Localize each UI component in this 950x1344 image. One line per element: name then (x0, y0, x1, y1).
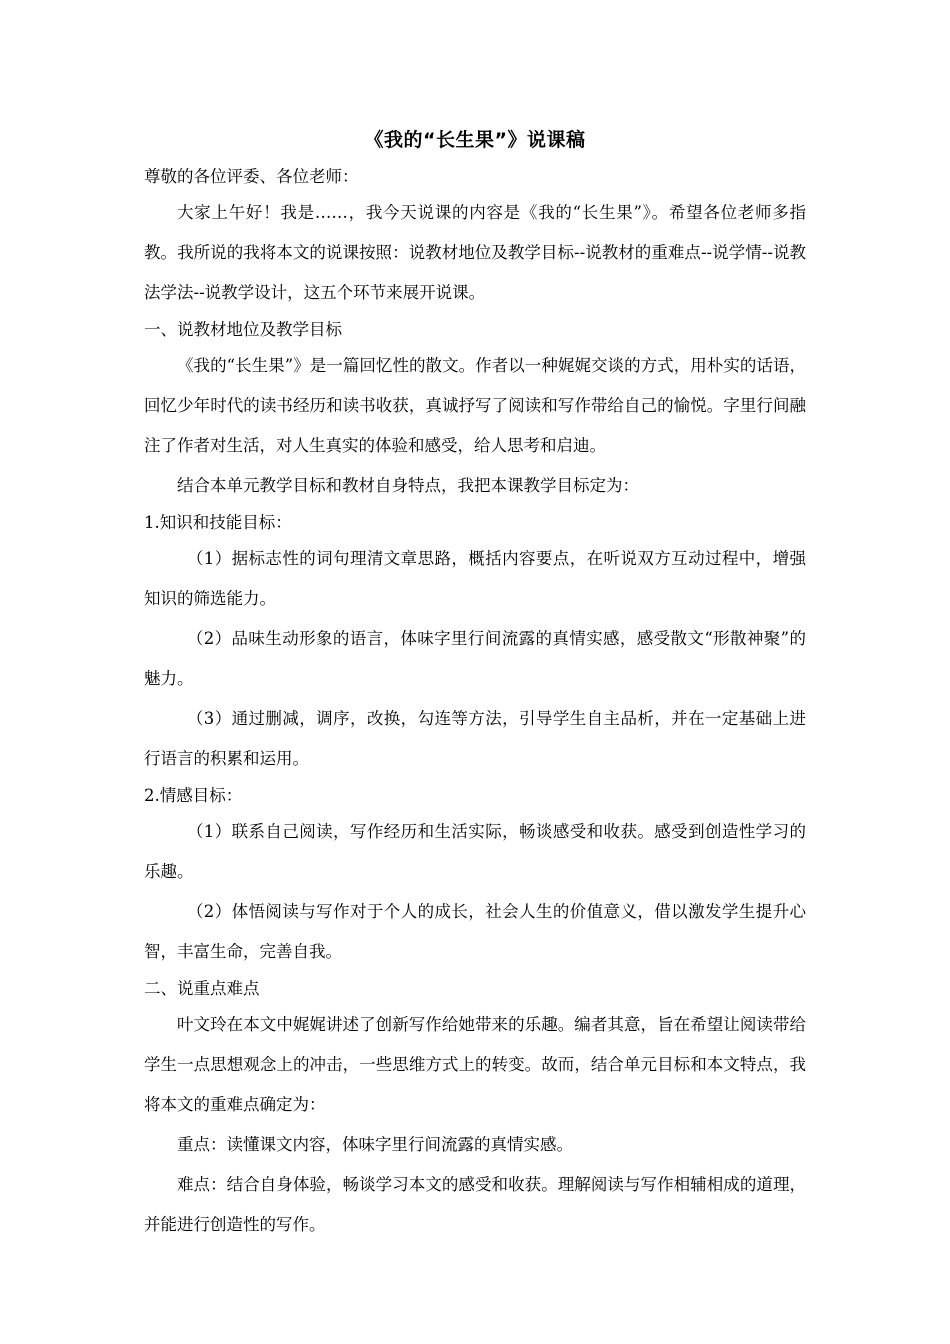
goal2-item: （1）联系自己阅读，写作经历和生活实际，畅谈感受和收获。感受到创造性学习的乐趣。 (144, 822, 806, 881)
goal1-item: （3）通过删减，调序，改换，勾连等方法，引导学生自主品析，并在一定基础上进行语言的积累和运用。 (144, 709, 806, 768)
goal2-item: （2）体悟阅读与写作对于个人的成长，社会人生的价值意义，借以激发学生提升心智，丰富生命，完善自我。 (144, 902, 806, 961)
document-title: 《我的“长生果”》说课稿 (364, 129, 586, 151)
difficult-point: 难点：结合自身体验，畅谈学习本文的感受和收获。理解阅读与写作相辅相成的道理，并能进行创造性的写作。 (144, 1175, 806, 1234)
section1-paragraph-1: 《我的“长生果”》是一篇回忆性的散文。作者以一种娓娓交谈的方式，用朴实的话语，回忆少年时代的读书经历和读书收获，真诚抒写了阅读和写作带给自己的愉悦。字里行间融注了作者对生活，对人生真实的体验和感受，给人思考和启迪。 (144, 356, 806, 455)
key-point: 重点：读懂课文内容，体味字里行间流露的真情实感。 (177, 1135, 573, 1154)
section-heading-2: 二、说重点难点 (144, 979, 260, 998)
section2-paragraph-1: 叶文玲在本文中娓娓讲述了创新写作给她带来的乐趣。编者其意，旨在希望让阅读带给学生一点思想观念上的冲击，一些思维方式上的转变。故而，结合单元目标和本文特点，我将本文的重难点确定为： (144, 1015, 806, 1114)
document-body (144, 126, 806, 1245)
goal1-item: （1）据标志性的词句理清文章思路，概括内容要点，在听说双方互动过程中，增强知识的筛选能力。 (144, 549, 806, 608)
greeting: 尊敬的各位评委、各位老师： (144, 167, 359, 186)
section-heading-1: 一、说教材地位及教学目标 (144, 320, 342, 339)
goal1-item: （2）品味生动形象的语言，体味字里行间流露的真情实感，感受散文“形散神聚”的魅力。 (144, 629, 806, 688)
goal2-heading: 2.情感目标： (144, 786, 243, 805)
intro-paragraph: 大家上午好！我是……，我今天说课的内容是《我的“长生果”》。希望各位老师多指教。我所说的我将本文的说课按照：说教材地位及教学目标--说教材的重难点--说学情--说教法学法--说教学设计，这五个环节来展开说课。 (144, 203, 806, 302)
goal1-heading: 1.知识和技能目标： (144, 513, 292, 532)
section1-paragraph-2: 结合本单元教学目标和教材自身特点，我把本课教学目标定为： (177, 476, 639, 495)
